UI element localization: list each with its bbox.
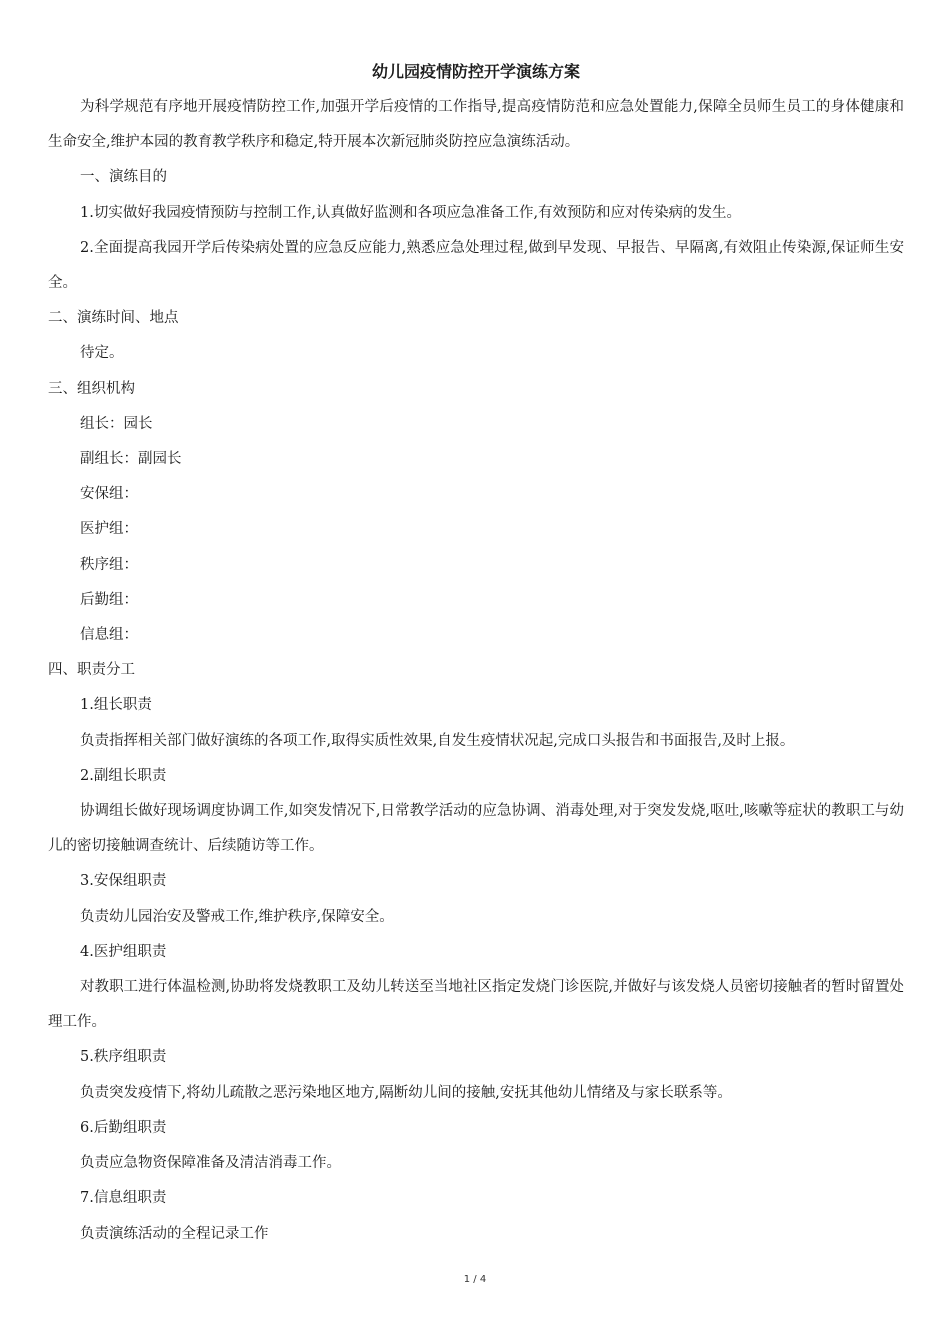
document-title: 幼儿园疫情防控开学演练方案 [371,62,580,81]
org-item-medical: 医护组： [80,521,138,538]
org-item-info: 信息组： [80,627,138,644]
section-4-heading: 四、职责分工 [48,662,135,679]
duty-3-title: 3.安保组职责 [80,873,167,890]
duty-4-text: 对教职工进行体温检测,协助将发烧教职工及幼儿转送至当地社区指定发烧门诊医院,并做好与该发烧人员密切接触者的暂时留置处理工作。 [48,979,904,1031]
duty-6-title: 6.后勤组职责 [80,1119,167,1136]
section-1-item-2: 2.全面提高我园开学后传染病处置的应急反应能力,熟悉应急处理过程,做到早发现、早报告、早隔离,有效阻止传染源,保证师生安全。 [48,239,904,292]
org-item-security: 安保组： [80,486,138,503]
section-1-heading: 一、演练目的 [80,169,167,186]
duty-4-title: 4.医护组职责 [80,943,167,960]
section-2-text: 待定。 [80,345,124,362]
org-item-leader: 组长：园长 [80,415,153,432]
section-2-heading: 二、演练时间、地点 [48,310,179,327]
duty-2-title: 2.副组长职责 [80,767,167,784]
section-1-item-1: 1.切实做好我园疫情预防与控制工作,认真做好监测和各项应急准备工作,有效预防和应对传染病的发生。 [80,204,742,221]
org-item-logistics: 后勤组： [80,591,138,608]
section-3-heading: 三、组织机构 [48,380,135,397]
duty-2-text: 协调组长做好现场调度协调工作,如突发情况下,日常教学活动的应急协调、消毒处理,对于突发发烧,呕吐,咳嗽等症状的教职工与幼儿的密切接触调查统计、后续随访等工作。 [48,803,904,855]
document-page [48,56,904,1252]
duty-5-text: 负责突发疫情下,将幼儿疏散之恶污染地区地方,隔断幼儿间的接触,安抚其他幼儿情绪及与家长联系等。 [80,1084,732,1101]
intro-paragraph: 为科学规范有序地开展疫情防控工作,加强开学后疫情的工作指导,提高疫情防范和应急处置能力,保障全员师生员工的身体健康和生命安全,维护本园的教育教学秩序和稳定,特开展本次新冠肺炎防控应急演练活动。 [48,99,904,151]
org-item-order: 秩序组： [80,556,138,573]
duty-7-title: 7.信息组职责 [80,1190,167,1207]
page-number: 1 / 4 [463,1274,487,1285]
duty-1-text: 负责指挥相关部门做好演练的各项工作,取得实质性效果,自发生疫情状况起,完成口头报告和书面报告,及时上报。 [80,732,795,749]
duty-5-title: 5.秩序组职责 [80,1049,167,1066]
duty-7-text: 负责演练活动的全程记录工作 [80,1225,269,1242]
duty-3-text: 负责幼儿园治安及警戒工作,维护秩序,保障安全。 [80,908,394,925]
duty-6-text: 负责应急物资保障准备及清洁消毒工作。 [80,1155,341,1172]
org-item-deputy: 副组长：副园长 [80,451,182,468]
duty-1-title: 1.组长职责 [80,697,152,714]
